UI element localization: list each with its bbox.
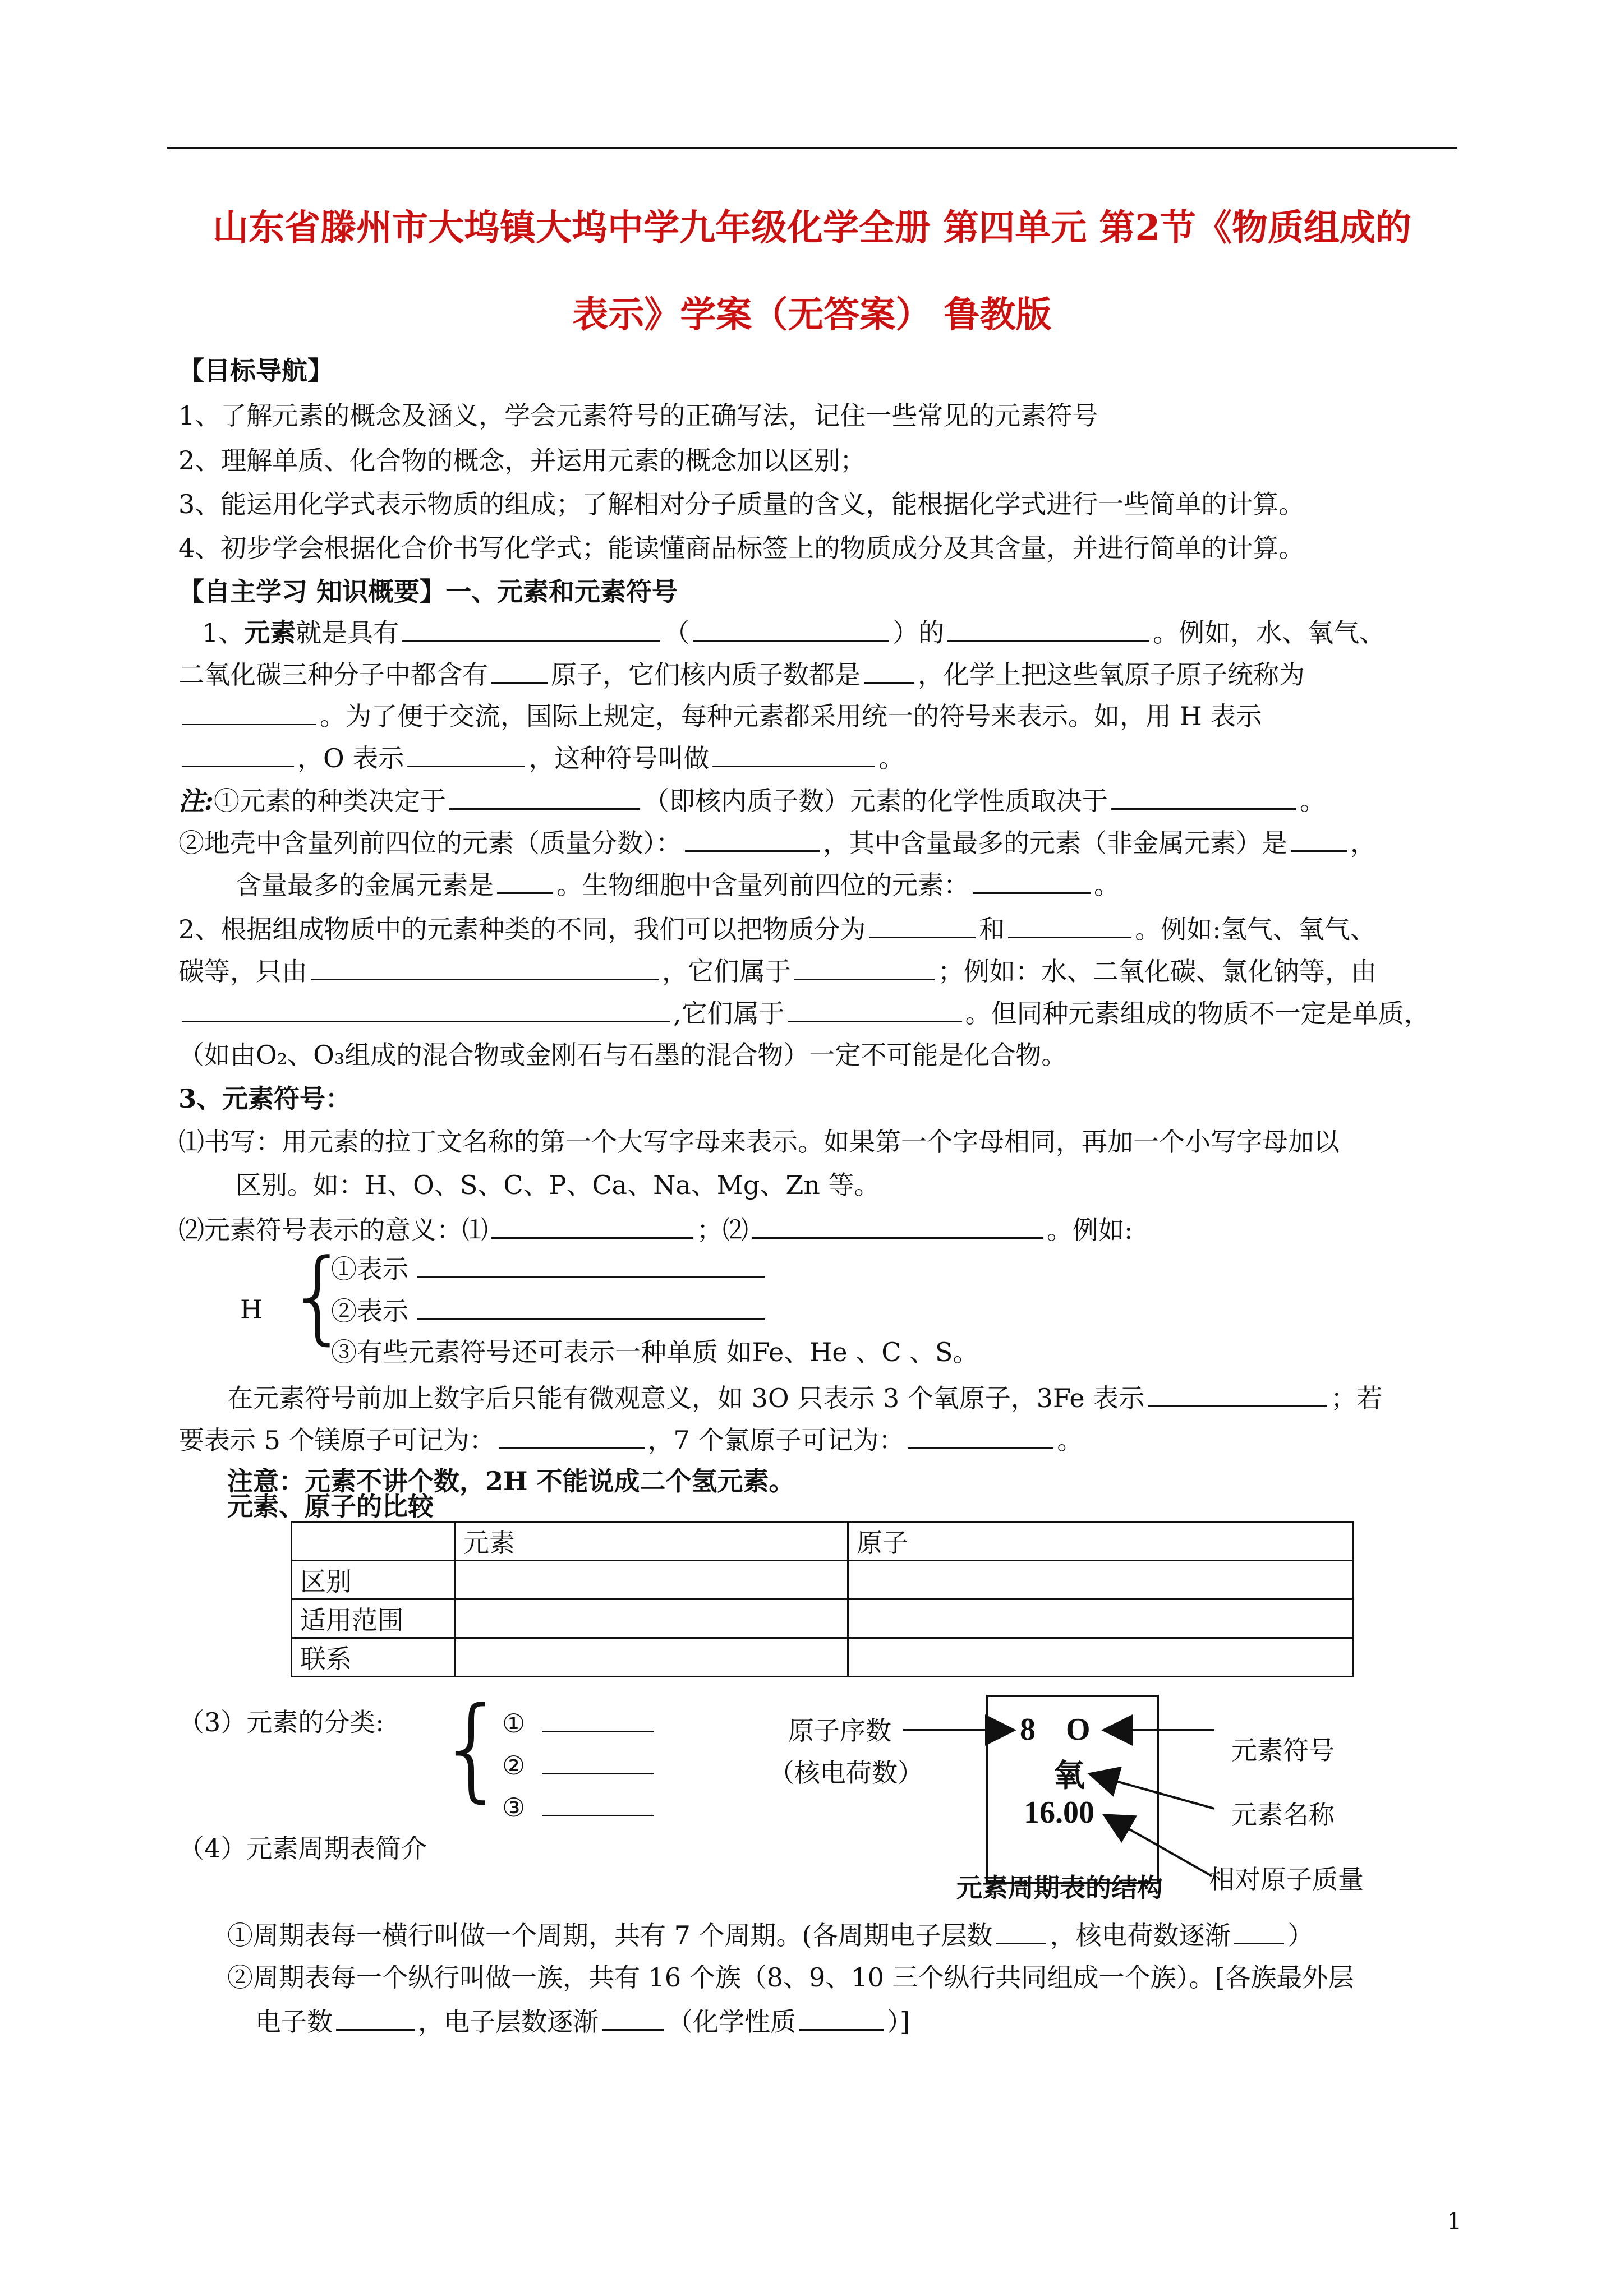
warning-note: 注意：元素不讲个数，2H 不能说成二个氢元素。	[227, 1466, 795, 1496]
p2-line3: ,它们属于 。但同种元素组成的物质不一定是单质，	[178, 995, 1430, 1031]
comparison-title: 元素、原子的比较	[227, 1491, 434, 1522]
goals-heading: 【目标导航】	[178, 356, 333, 386]
cell-symbol: O	[1066, 1712, 1091, 1747]
periodic-intro: （4）元素周期表简介	[178, 1833, 427, 1864]
brace-icon: {	[436, 1683, 508, 1814]
p3-line-b: 区别。如：H、O、S、C、P、Ca、Na、Mg、Zn 等。	[236, 1170, 880, 1200]
class-item-3: ③	[502, 1789, 657, 1825]
diagram-caption: 元素周期表的结构	[956, 1873, 1163, 1903]
p2-line1: 2、根据组成物质中的元素种类的不同，我们可以把物质分为 和 。例如:氢气、氧气、	[178, 911, 1376, 947]
h-meaning-1: ①表示	[331, 1251, 769, 1287]
goal-item: 1、了解元素的概念及涵义，学会元素符号的正确写法，记住一些常见的元素符号	[178, 400, 1098, 431]
row-label: 联系	[292, 1638, 455, 1677]
blank[interactable]	[336, 2003, 415, 2031]
page-number: 1	[1447, 2209, 1461, 2234]
p3-line-f: 在元素符号前加上数字后只能有微观意义，如 3O 只表示 3 个氧原子，3Fe 表示 ；若	[227, 1380, 1382, 1416]
period-line2: ②周期表每一个纵行叫做一族，共有 16 个族（8、9、10 三个纵行共同组成一个族）。[各族最外层	[227, 1962, 1354, 1993]
cell-atomic-number: 8	[1020, 1712, 1036, 1747]
term-element: 元素	[244, 617, 296, 648]
h-meaning-3: ③有些元素符号还可表示一种单质 如Fe、He 、C 、S。	[331, 1337, 979, 1367]
blank[interactable]	[602, 2003, 664, 2031]
p3-line-a: ⑴书写：用元素的拉丁文名称的第一个大写字母来表示。如果第一个字母相同，再加一个小写字母加以	[178, 1127, 1340, 1157]
arrow-mass	[1108, 1817, 1212, 1876]
self-study-heading: 【自主学习 知识概要】一、元素和元素符号	[178, 577, 678, 607]
p3-heading: 3、元素符号：	[178, 1084, 352, 1114]
table-header: 元素	[455, 1522, 848, 1561]
label-atomic-mass: 相对原子质量	[1209, 1864, 1364, 1894]
goal-item: 2、理解单质、化合物的概念，并运用元素的概念加以区别；	[178, 445, 866, 476]
label-element-symbol: 元素符号	[1231, 1735, 1335, 1765]
note-line2: ②地壳中含量列前四位的元素（质量分数）： ，其中含量最多的元素（非金属元素）是 ，	[178, 824, 1376, 860]
p2-line2: 碳等，只由 ，它们属于 ；例如：水、二氧化碳、氯化钠等，由	[178, 953, 1377, 989]
blank[interactable]	[799, 2003, 884, 2031]
doc-title-line2: 表示》学案（无答案） 鲁教版	[572, 294, 1052, 336]
label-atomic-number: 原子序数	[788, 1716, 891, 1746]
note-line3: 含量最多的金属元素是 。生物细胞中含量列前四位的元素： 。	[236, 866, 1120, 902]
period-line3: 电子数 ，电子层数逐渐 （化学性质 ）]	[255, 2003, 910, 2039]
h-meaning-2: ②表示	[331, 1293, 769, 1329]
blank[interactable]	[996, 1917, 1046, 1944]
goal-item: 4、初步学会根据化合价书写化学式；能读懂商品标签上的物质成分及其含量，并进行简单的计算。	[178, 533, 1305, 563]
p1-line1: 1、元素就是具有 （ ）的 。例如，水、氧气、	[202, 614, 1385, 650]
cell-mass: 16.00	[1024, 1795, 1094, 1830]
class-item-1: ①	[502, 1705, 657, 1741]
p1-line2: 二氧化碳三种分子中都含有 原子，它们核内质子数都是 ，化学上把这些氧原子原子统称为	[178, 656, 1305, 692]
label-element-name: 元素名称	[1231, 1800, 1335, 1830]
p3-line-c: ⑵元素符号表示的意义：⑴ ；⑵ 。例如:	[178, 1211, 1133, 1247]
row-label: 区别	[292, 1561, 455, 1599]
doc-title-line1: 山东省滕州市大坞镇大坞中学九年级化学全册 第四单元 第2节《物质组成的	[212, 207, 1412, 249]
class-item-2: ②	[502, 1747, 657, 1783]
brace-icon: {	[286, 1238, 351, 1355]
table-header: 原子	[848, 1522, 1354, 1561]
p3-line-h: 要表示 5 个镁原子可记为： ，7 个氯原子可记为： 。	[178, 1422, 1083, 1458]
arrow-name	[1094, 1775, 1214, 1809]
label-nuclear-charge: （核电荷数）	[769, 1758, 923, 1788]
row-label: 适用范围	[292, 1599, 455, 1638]
goal-item: 3、能运用化学式表示物质的组成；了解相对分子质量的含义，能根据化学式进行一些简单的计算。	[178, 489, 1305, 519]
cell-name: 氧	[1053, 1757, 1085, 1794]
note-line1: 注:①元素的种类决定于 （即核内质子数）元素的化学性质取决于 。	[178, 782, 1326, 818]
p2-line4: （如由O₂、O₃组成的混合物或金刚石与石墨的混合物）一定不可能是化合物。	[178, 1040, 1068, 1070]
classification-label: （3）元素的分类:	[178, 1707, 384, 1737]
p1-line3: 。为了便于交流，国际上规定，每种元素都采用统一的符号来表示。如，用 H 表示	[178, 698, 1262, 734]
period-line1: ①周期表每一横行叫做一个周期，共有 7 个周期。(各周期电子层数 ，核电荷数逐渐 ）	[227, 1917, 1313, 1953]
h-label: H	[240, 1294, 263, 1325]
blank[interactable]	[1234, 1917, 1284, 1944]
p1-line4: ，O 表示 ，这种符号叫做 。	[178, 740, 904, 776]
